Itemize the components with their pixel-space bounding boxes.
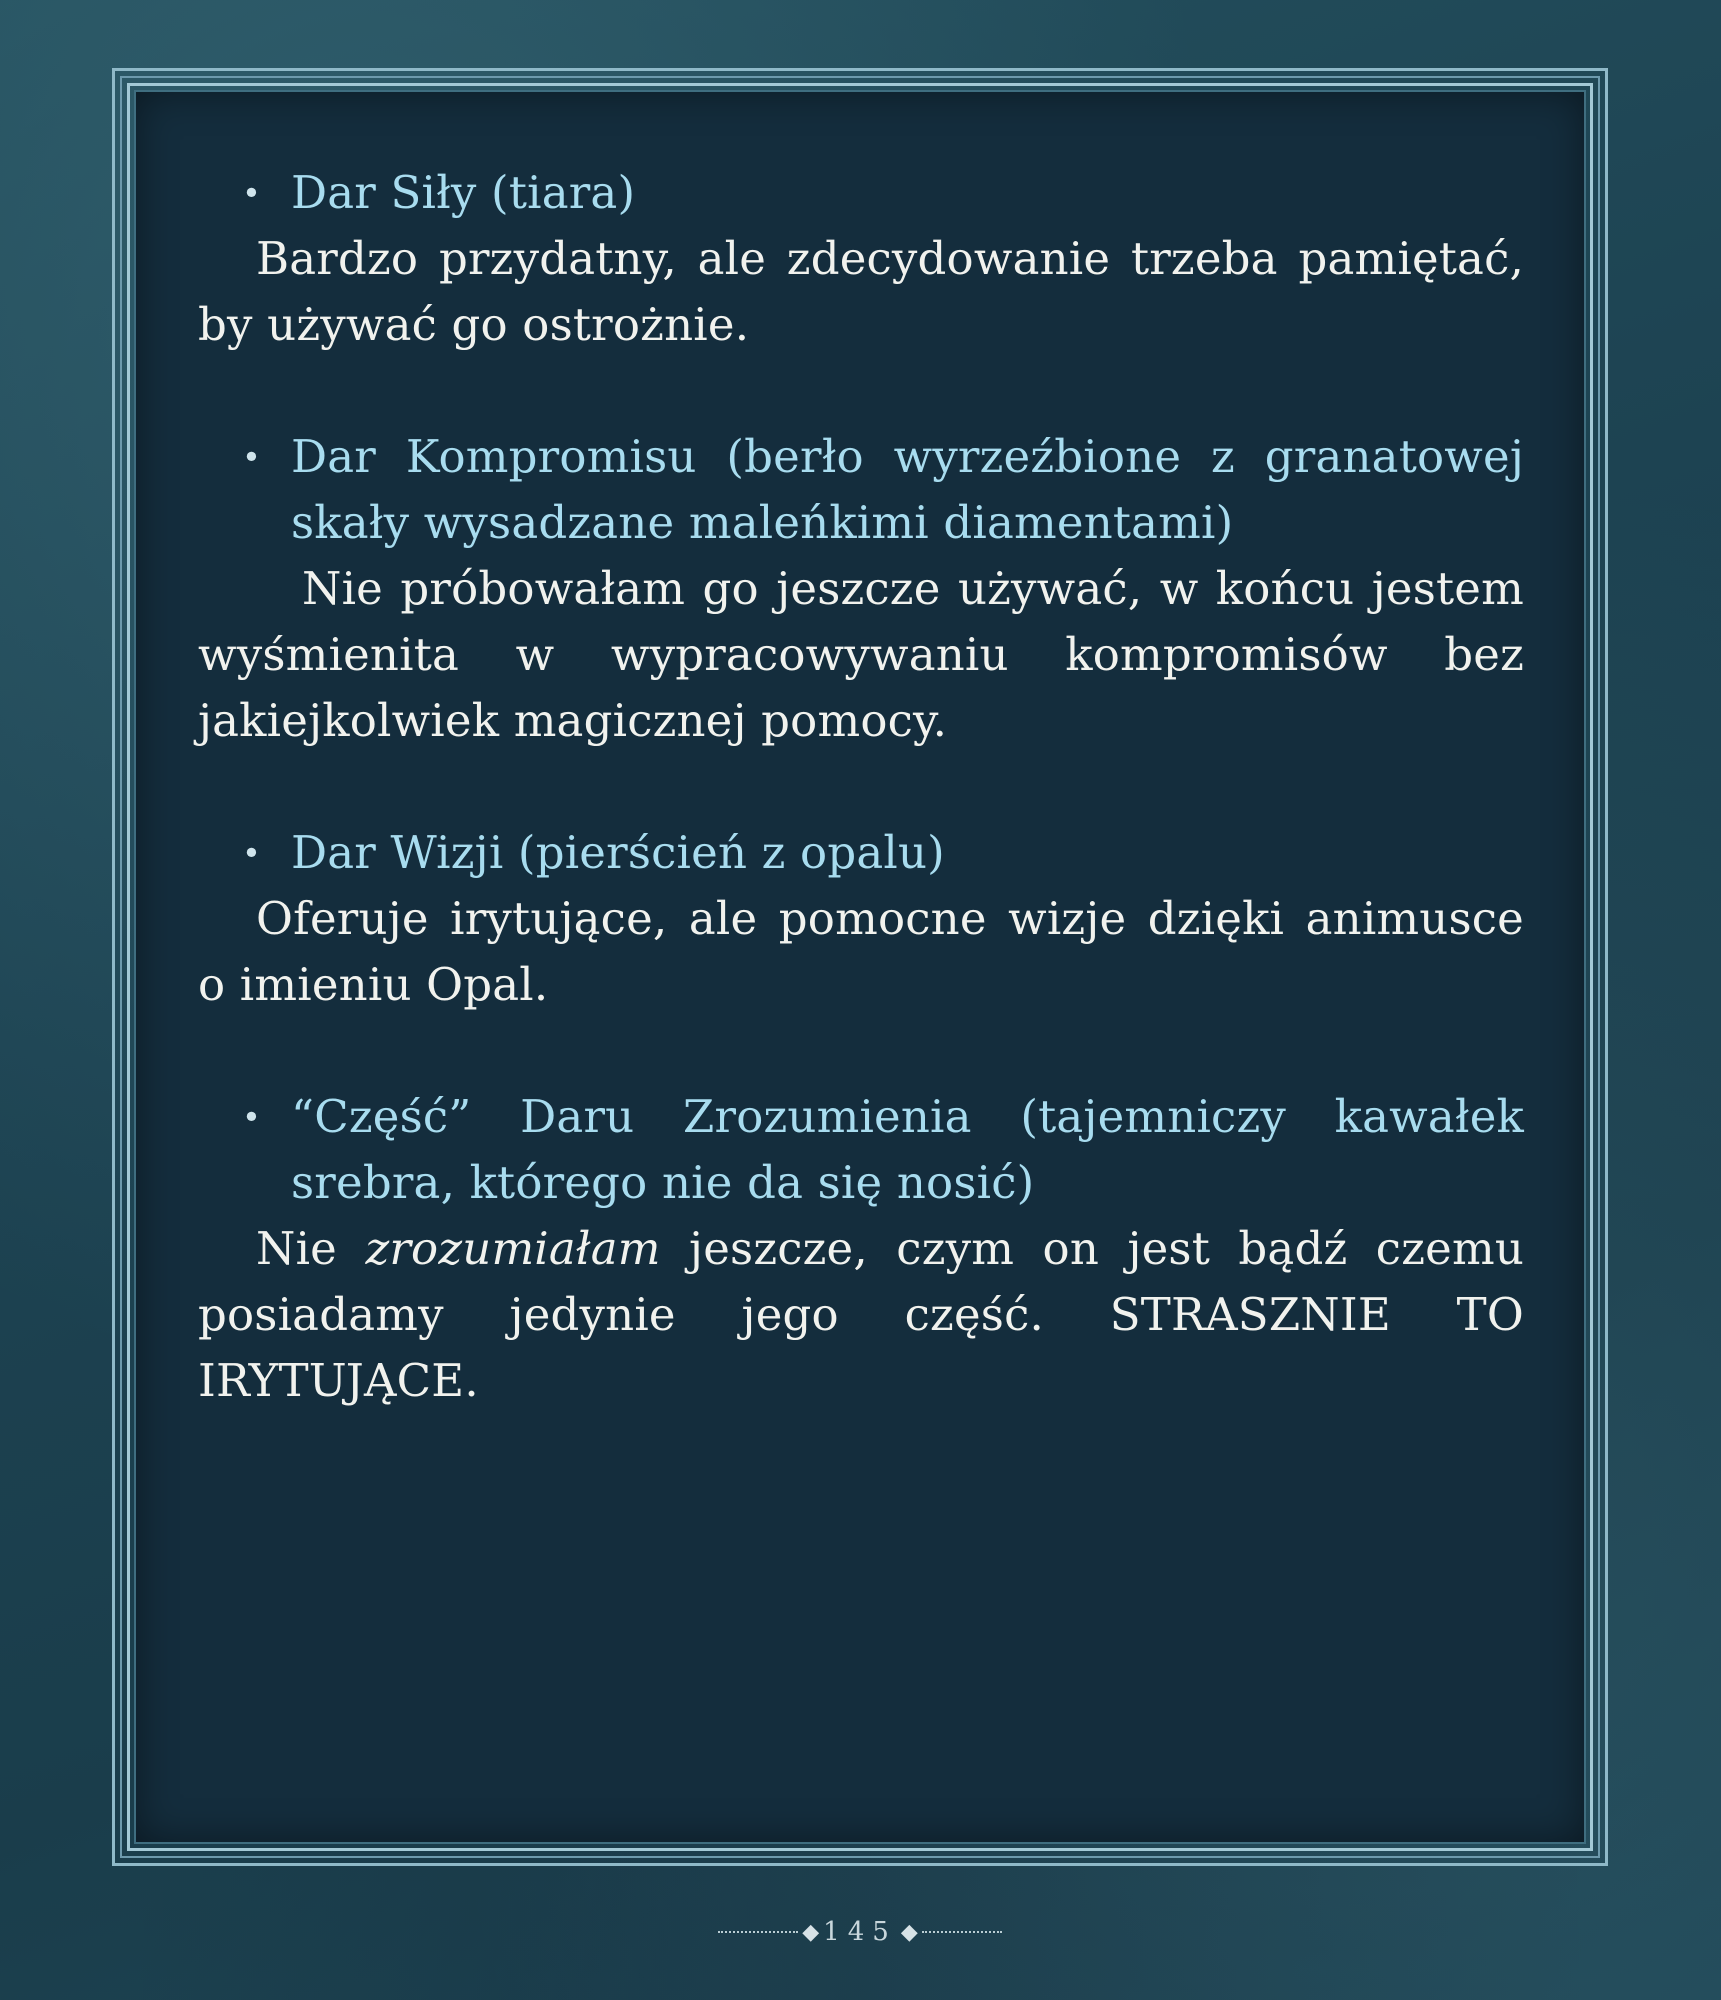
desc-text-before: Nie [256,1222,366,1275]
bullet-icon: • [242,1098,262,1136]
gift-title [198,820,1524,886]
gift-description: Nie próbowałam go jeszcze używać, w końcu jestem wyśmienita w wypracowywaniu kompromisów bez jakiejkolwiek magicznej pomocy. [198,562,1524,747]
gift-entry-wizja [198,820,1524,1018]
ornament-left-icon: ◆ [802,1919,820,1945]
desc-text-after: jeszcze, czym on jest bądź czemu posiadamy jedynie jego część. STRASZNIE TO IRYTUJĄCE. [198,1222,1524,1407]
dotted-rule-left [718,1931,798,1933]
gift-description: Bardzo przydatny, ale zdecydowanie trzeba pamiętać, by używać go ostrożnie. [198,232,1524,351]
gift-title-text: Dar Siły (tiara) [291,166,636,219]
bullet-icon: • [242,834,262,872]
gift-list [198,160,1524,1480]
gift-title [198,160,1524,226]
gift-description: Oferuje irytujące, ale pomocne wizje dzięki animusce o imieniu Opal. [198,892,1524,1011]
gift-title [198,1084,1524,1216]
gift-description [198,1216,1524,1414]
gift-title-text: “Część” Daru Zrozumienia (tajemniczy kawałek srebra, którego nie da się nosić) [291,1090,1524,1209]
gift-entry-kompromis [198,424,1524,754]
bullet-icon: • [242,174,262,212]
gift-title [198,424,1524,556]
ornament-right-icon: ◆ [900,1919,918,1945]
gift-title-text: Dar Kompromisu (berło wyrzeźbione z granatowej skały wysadzane maleńkimi diamentami) [291,430,1524,549]
gift-entry-sila [198,160,1524,358]
dotted-rule-right [922,1931,1002,1933]
page-footer [700,1912,1020,1952]
bullet-icon: • [242,438,262,476]
gift-title-text: Dar Wizji (pierścień z opalu) [291,826,945,879]
gift-entry-zrozumienie [198,1084,1524,1414]
desc-emphasis: zrozumiałam [365,1222,661,1275]
page-number: 145 [823,1917,897,1947]
